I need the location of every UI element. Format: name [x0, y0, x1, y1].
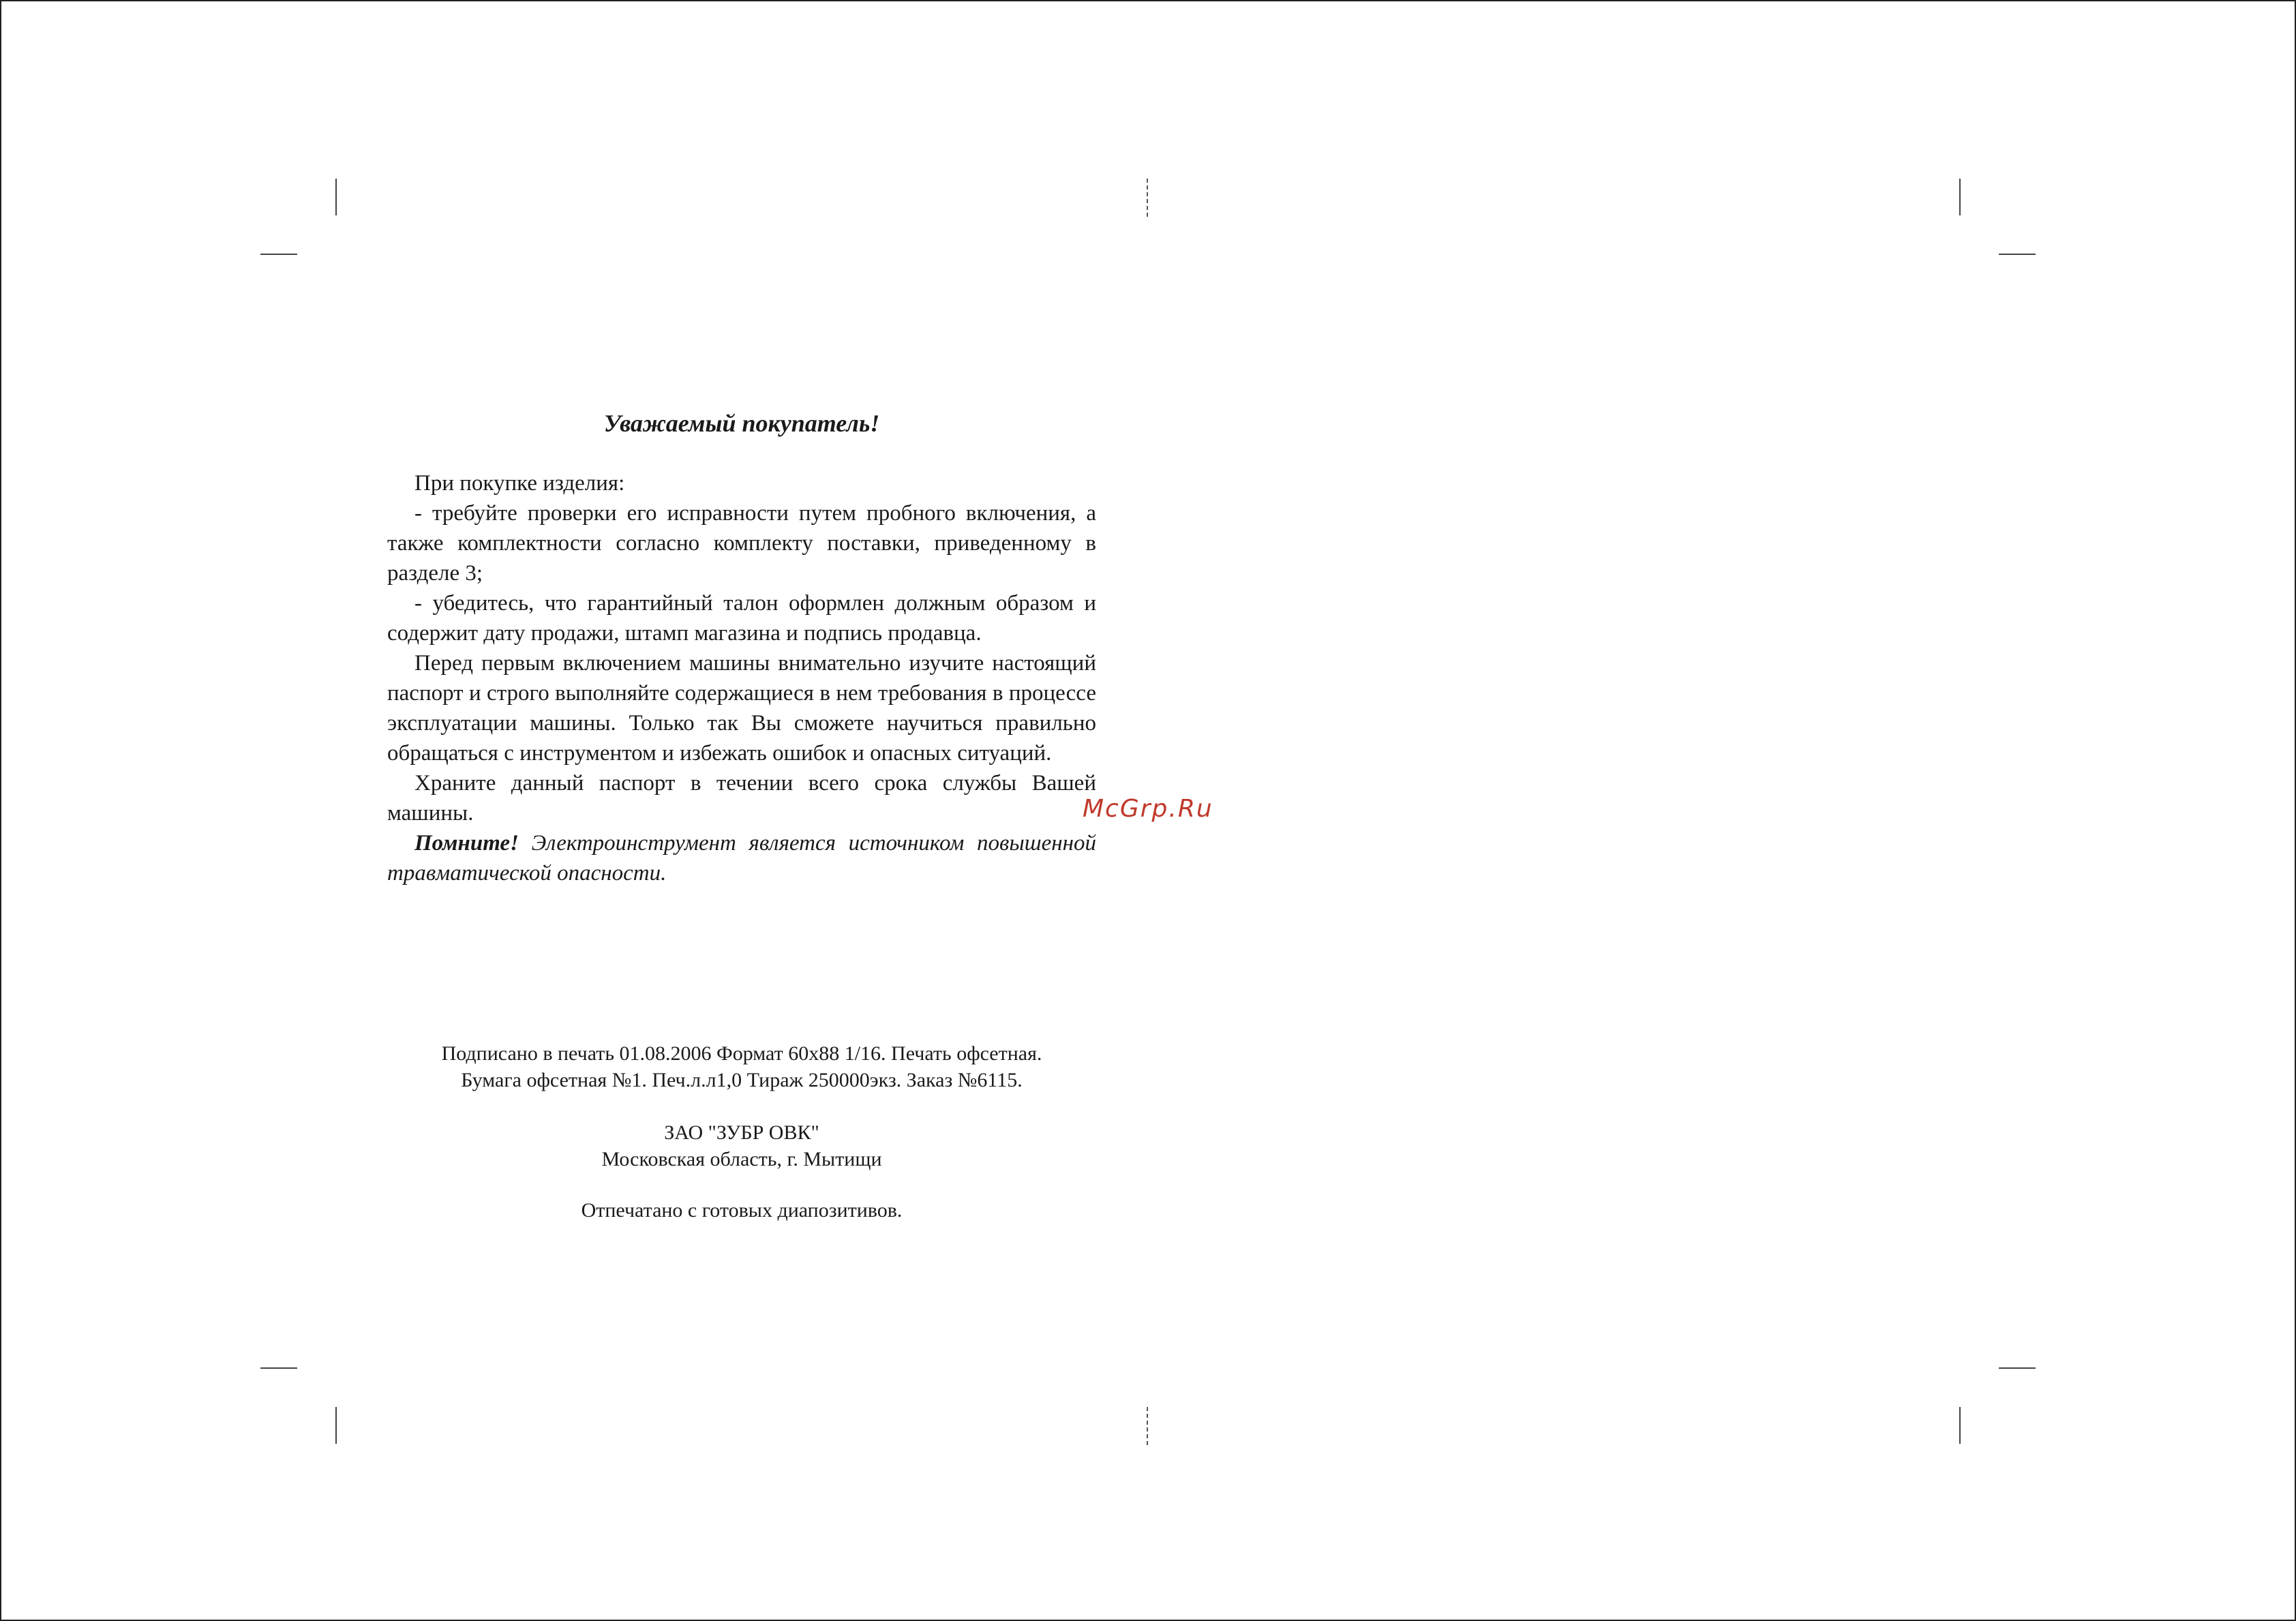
publisher-location: Московская область, г. Мытищи — [601, 1148, 882, 1170]
fold-mark-bottom-center — [1147, 1407, 1149, 1445]
crop-mark-bottom-left-vertical — [335, 1407, 337, 1444]
notice-paragraph: При покупке изделия: — [414, 471, 625, 496]
notice-paragraph: - требуйте проверки его исправности путем пробного включения, а также комплектности согласно комплекту поставки, приведенному в разделе 3; — [387, 501, 1096, 586]
imprint-line: Бумага офсетная №1. Печ.л.л1,0 Тираж 250000экз. Заказ №6115. — [461, 1069, 1023, 1091]
notice-paragraph: Перед первым включением машины внимательно изучите настоящий паспорт и строго выполняйте содержащиеся в нем требования в процессе эксплуатации машины. Только так Вы сможете научиться правильно обращаться с инструментом и избежать ошибок и опасных ситуаций. — [387, 651, 1096, 766]
imprint-line: Подписано в печать 01.08.2006 Формат 60x88 1/16. Печать офсетная. — [441, 1042, 1042, 1065]
print-details — [387, 1040, 1096, 1093]
fold-mark-top-center — [1147, 179, 1149, 217]
crop-mark-top-right-vertical — [1959, 179, 1961, 215]
publisher-info — [387, 1119, 1096, 1172]
notice-heading: Уважаемый покупатель! — [603, 410, 880, 437]
warning-label: Помните! — [414, 831, 519, 856]
crop-mark-bottom-right-horizontal — [1999, 1367, 2036, 1369]
crop-mark-top-left-vertical — [335, 179, 337, 215]
crop-mark-bottom-right-vertical — [1959, 1407, 1961, 1444]
customer-notice — [387, 409, 1096, 888]
warning-text: Электроинструмент является источником повышенной травматической опасности. — [387, 831, 1097, 886]
notice-paragraph: - убедитесь, что гарантийный талон оформлен должным образом и содержит дату продажи, штамп магазина и подпись продавца. — [387, 591, 1096, 646]
crop-mark-top-right-horizontal — [1999, 254, 2036, 255]
crop-mark-top-left-horizontal — [260, 254, 297, 255]
crop-mark-bottom-left-horizontal — [260, 1367, 297, 1369]
safety-warning — [387, 828, 1096, 888]
publisher-name: ЗАО "ЗУБР ОВК" — [664, 1121, 819, 1144]
notice-paragraph: Храните данный паспорт в течении всего срока службы Вашей машины. — [387, 771, 1096, 826]
site-watermark: McGrp.Ru — [1083, 795, 1213, 823]
printing-note — [387, 1197, 1096, 1224]
printed-note: Отпечатано с готовых диапозитивов. — [581, 1199, 903, 1222]
